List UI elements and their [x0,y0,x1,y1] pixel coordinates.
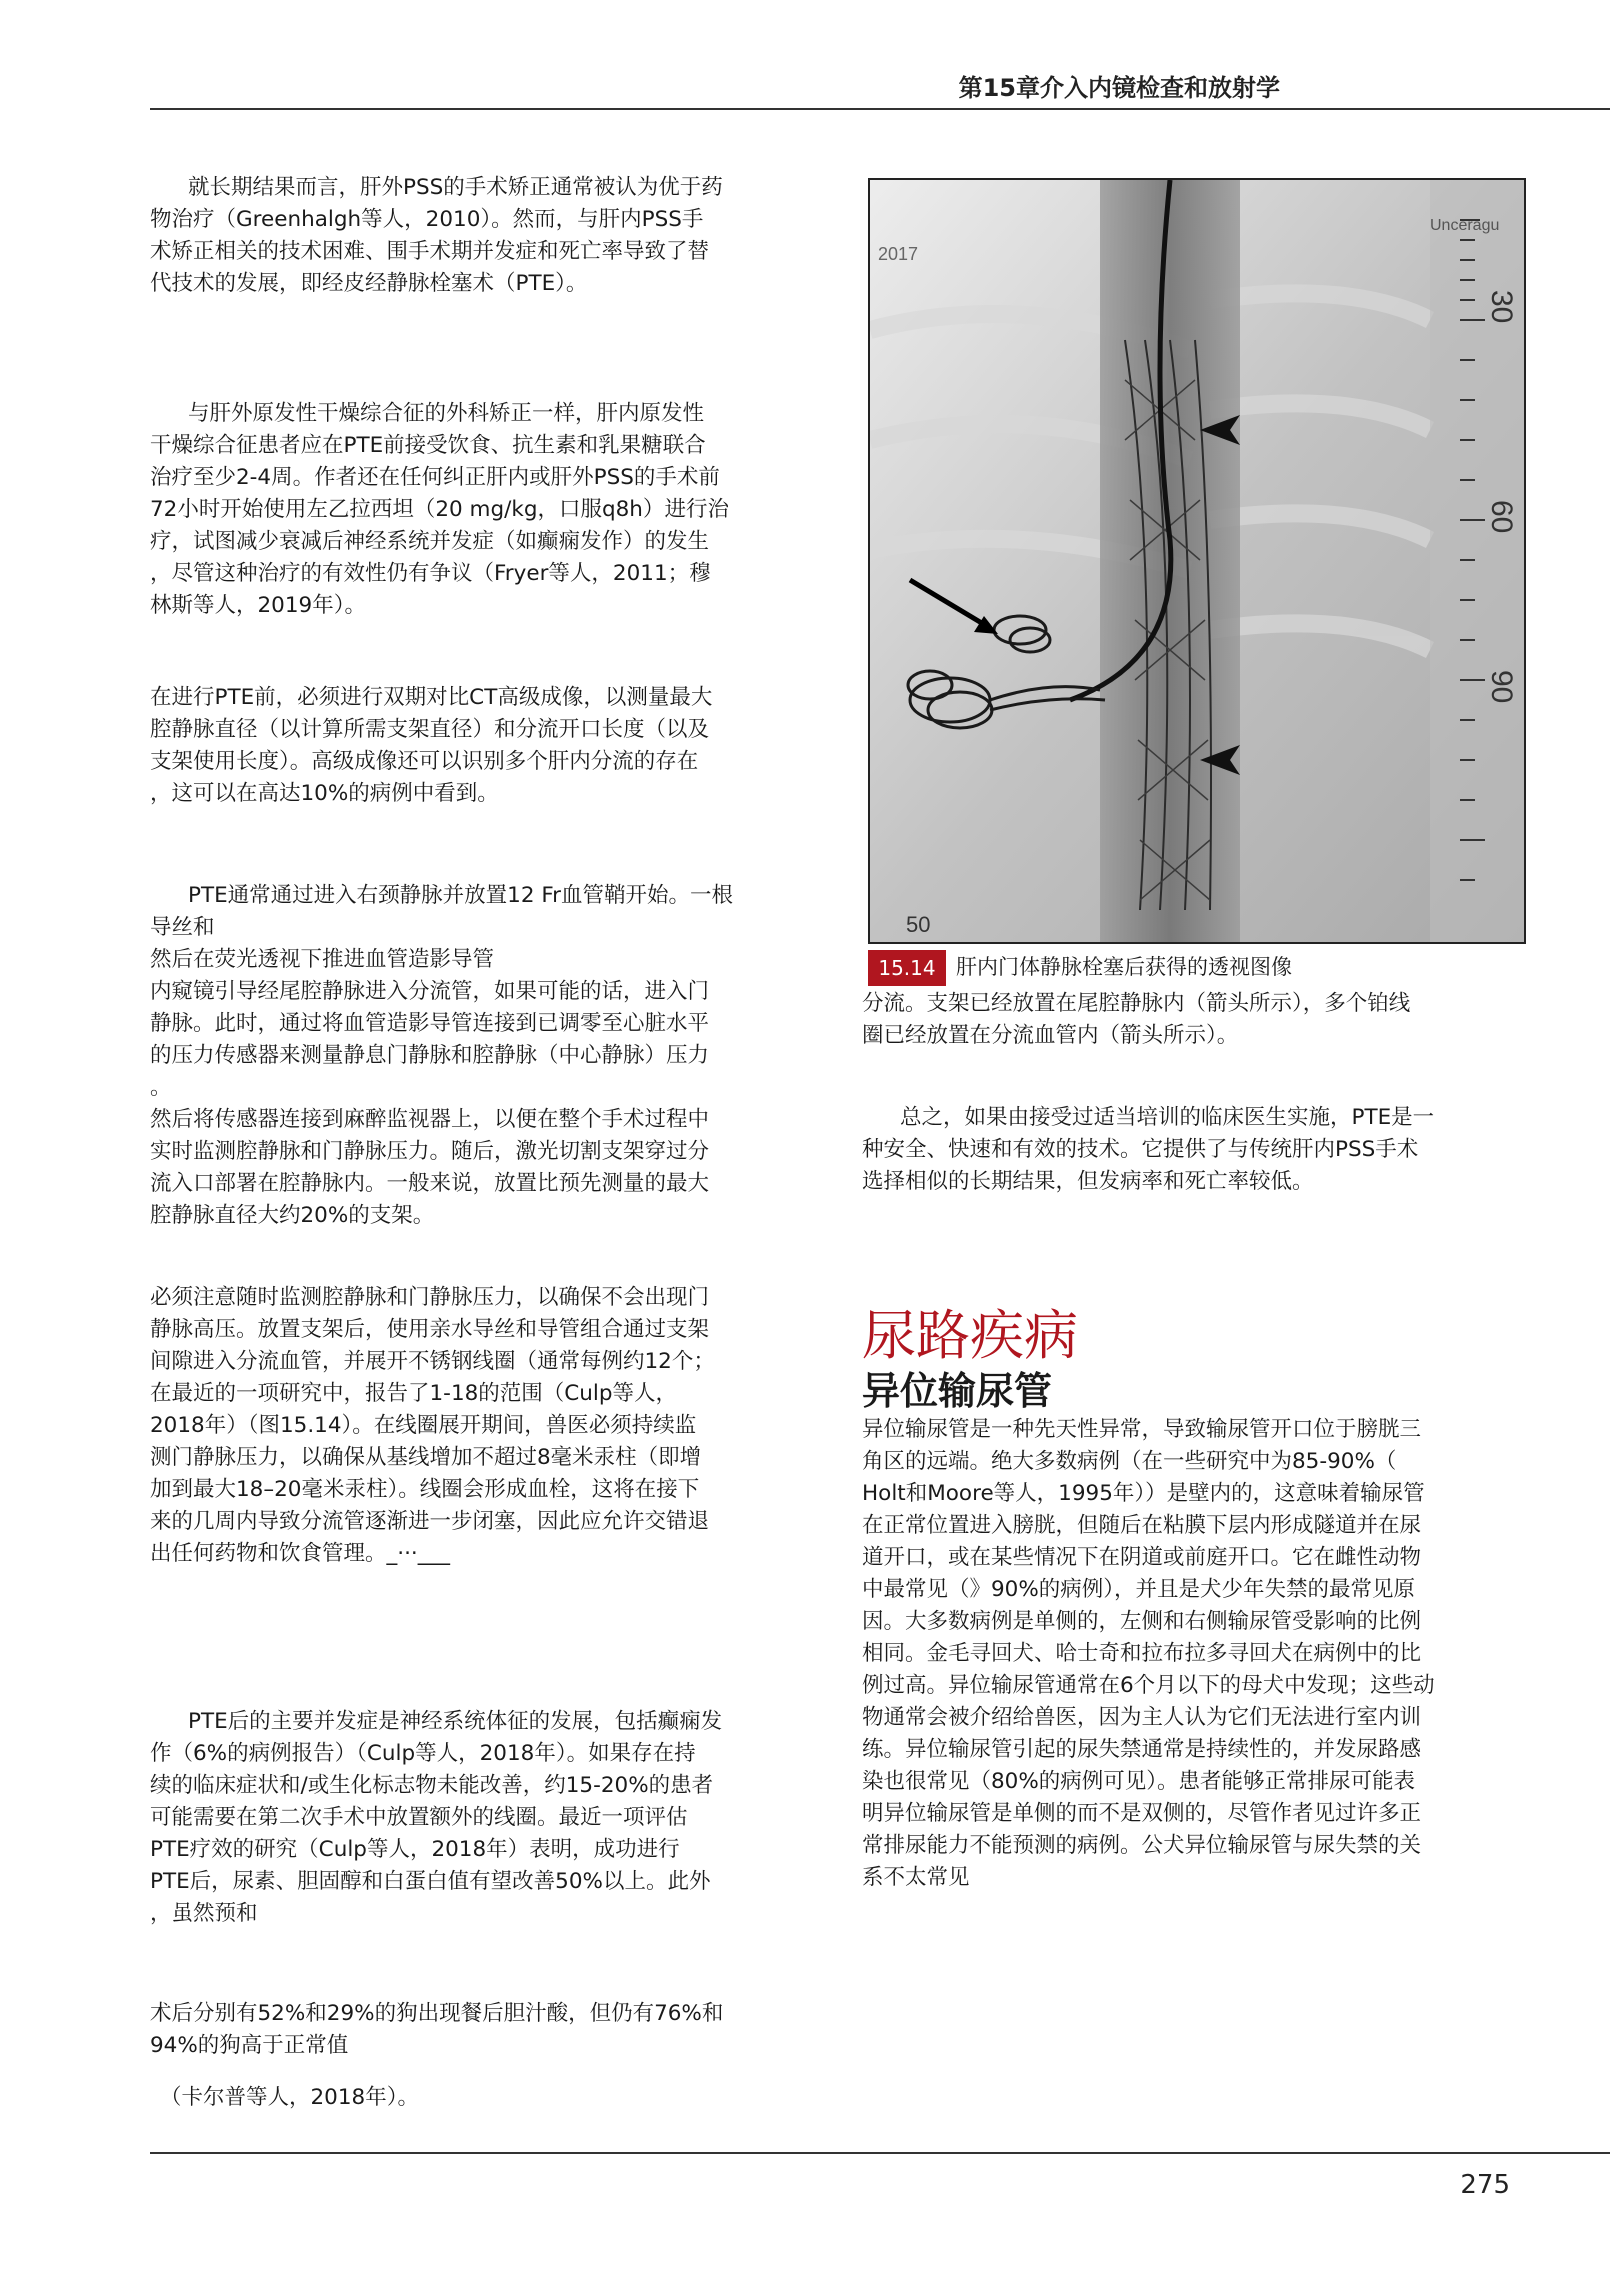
footer-rule [150,2152,1610,2154]
figure-number-badge: 15.14 [868,950,946,986]
ruler-label-60: 60 [1485,500,1518,534]
corner-label-50: 50 [906,912,931,937]
corner-label-unceragu: Unceragu [1430,217,1500,234]
section-title: 尿路疾病 [862,1304,1078,1367]
subsection-title: 异位输尿管 [862,1369,1053,1413]
fluoroscopy-figure [868,178,1526,944]
paragraph-procedure: PTE通常通过进入右颈静脉并放置12 Fr血管鞘开始。一根 导丝和 然后在荧光透视下推进血管造影导管 内窥镜引导经尾腔静脉进入分流管，如果可能的话，进入门 静脉。此时，通过将血管造影导管连接到已调零至心脏水平 的压力传感器来测量静息门静脉和腔静脉（中心静脉）压力 。 然后将传感器连接到麻醉监视器上，以便在整个手术过程中 实时监测腔静脉和门静脉压力。随后，激光切割支架穿过分 流入口部署在腔静脉内。一般来说，放置比预先测量的最大 腔静脉直径大约20%的支架。 [150,883,734,1228]
corner-label-date: 2017 [878,244,919,264]
ruler-label-90: 90 [1485,670,1518,704]
paragraph-coil-deployment: 必须注意随时监测腔静脉和门静脉压力，以确保不会出现门 静脉高压。放置支架后，使用亲水导丝和导管组合通过支架 间隙进入分流血管，并展开不锈钢线圈（通常每例约12个； 在最近的一项研究中，报告了1-18的范围（Culp等人， 2018年）（图15.14）。在线圈展开期间，兽医必须持续监 测门静脉压力，以确保从基线增加不超过8毫米汞柱（即增 加到最大18–20毫米汞柱）。线圈会形成血栓，这将在接下 来的几周内导致分流管逐渐进一步闭塞，因此应允许交错退 出任何药物和饮食管理。_···___ [150,1285,715,1566]
paragraph-citation: （卡尔普等人，2018年）。 [160,2085,419,2110]
page-number: 275 [1460,2170,1510,2200]
chapter-title: 第15章介入内镜检查和放射学 [958,74,1280,102]
ruler-label-30: 30 [1485,290,1518,324]
paragraph-ct-imaging: 在进行PTE前，必须进行双期对比CT高级成像，以测量最大 腔静脉直径（以计算所需支架直径）和分流开口长度（以及 支架使用长度）。高级成像还可以识别多个肝内分流的存在 ，这可以在高达10%的病例中看到。 [150,685,713,806]
paragraph-preoperative: 与肝外原发性干燥综合征的外科矫正一样，肝内原发性 干燥综合征患者应在PTE前接受饮食、抗生素和乳果糖联合 治疗至少2-4周。作者还在任何纠正肝内或肝外PSS的手术前 72小时开始使用左乙拉西坦（20 mg/kg，口服q8h）进行治 疗，试图减少衰减后神经系统并发症（如癫痫发作）的发生 ，尽管这种治疗的有效性仍有争议（Fryer等人，2011；穆 林斯等人，2019年）。 [150,401,729,618]
paragraph-ectopic-ureter: 异位输尿管是一种先天性异常，导致输尿管开口位于膀胱三 角区的远端。绝大多数病例（在一些研究中为85-90%（ Holt和Moore等人，1995年））是壁内的，这意味着输尿管 在正常位置进入膀胱，但随后在粘膜下层内形成隧道并在尿 道开口，或在某些情况下在阴道或前庭开口。它在雌性动物 中最常见（》90%的病例），并且是犬少年失禁的最常见原 因。大多数病例是单侧的，左侧和右侧输尿管受影响的比例 相同。金毛寻回犬、哈士奇和拉布拉多寻回犬在病例中的比 例过高。异位输尿管通常在6个月以下的母犬中发现；这些动 物通常会被介绍给兽医，因为主人认为它们无法进行室内训 练。异位输尿管引起的尿失禁通常是持续性的，并发尿路感 染也很常见（80%的病例可见）。患者能够正常排尿可能表 明异位输尿管是单侧的而不是双侧的，尽管作者见过许多正 常排尿能力不能预测的病例。公犬异位输尿管与尿失禁的关 系不太常见 [862,1417,1435,1890]
paragraph-summary: 总之，如果由接受过适当培训的临床医生实施，PTE是一 种安全、快速和有效的技术。它提供了与传统肝内PSS手术 选择相似的长期结果，但发病率和死亡率较低。 [862,1105,1435,1194]
figure-caption: 肝内门体静脉栓塞后获得的透视图像 [956,955,1292,979]
paragraph-bile-acids: 术后分别有52%和29%的狗出现餐后胆汁酸，但仍有76%和 94%的狗高于正常值 [150,2001,724,2058]
header-rule [150,108,1610,110]
figure-caption-continued: 分流。支架已经放置在尾腔静脉内（箭头所示），多个铂线 圈已经放置在分流血管内（箭头所示）。 [862,991,1411,1048]
paragraph-complications: PTE后的主要并发症是神经系统体征的发展，包括癫痫发 作（6%的病例报告）（Culp等人，2018年）。如果存在持 续的临床症状和/或生化标志物未能改善，约15-20%的患者 可能需要在第二次手术中放置额外的线圈。最近一项评估 PTE疗效的研究（Culp等人，2018年）表明，成功进行 PTE后，尿素、胆固醇和白蛋白值有望改善50%以上。此外 ，虽然预和 [150,1709,723,1926]
paragraph-long-term: 就长期结果而言，肝外PSS的手术矫正通常被认为优于药 物治疗（Greenhalgh等人，2010）。然而，与肝内PSS手 术矫正相关的技术困难、围手术期并发症和死亡率导致了替 代技术的发展，即经皮经静脉栓塞术（PTE）。 [150,175,723,296]
